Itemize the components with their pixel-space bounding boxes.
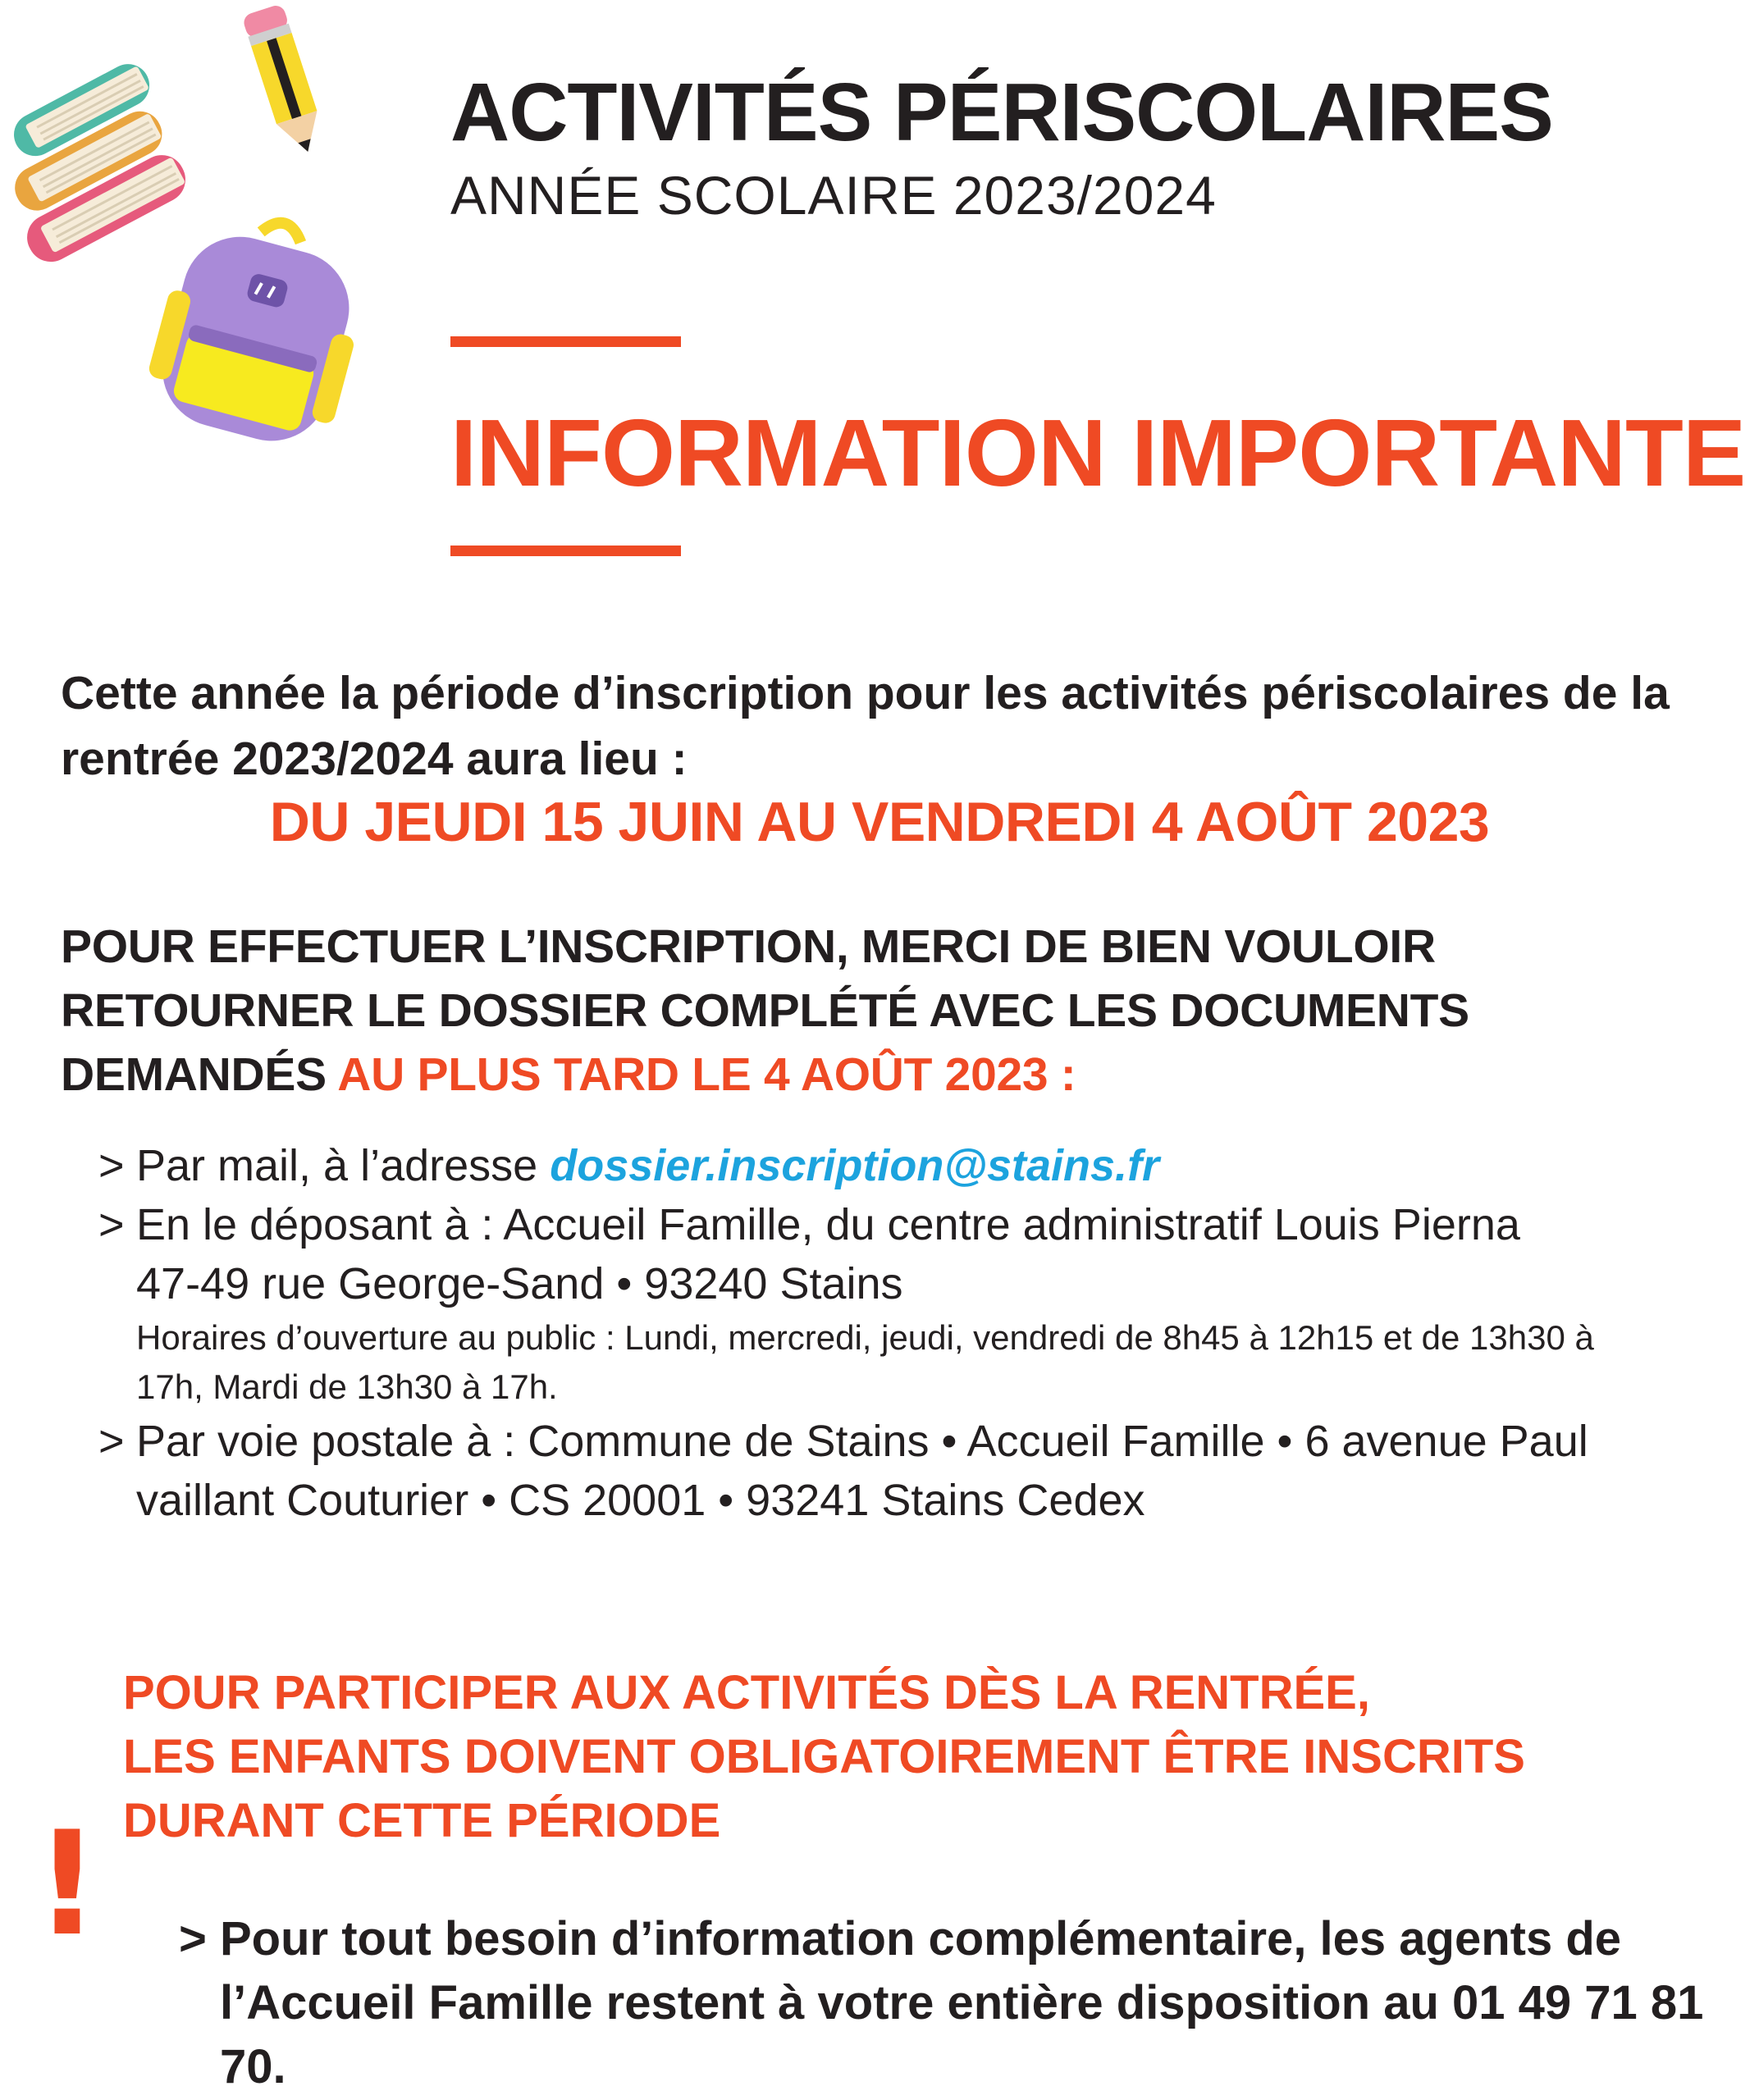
arrow-icon: > [98,1200,125,1249]
email-link[interactable]: dossier.inscription@stains.fr [550,1141,1160,1190]
instruction-deadline: AU PLUS TARD LE 4 AOÛT 2023 : [337,1048,1076,1101]
books-icon [7,57,194,270]
important-heading: INFORMATION IMPORTANTE [450,399,1746,506]
divider-bottom [450,546,681,556]
divider-top [450,336,681,347]
pencil-icon [241,3,328,158]
method-deposit [98,1195,1657,1412]
method-postal [98,1412,1657,1530]
arrow-icon: > [98,1141,125,1190]
arrow-icon: > [179,1912,207,1965]
mail-label: Par mail, à l’adresse [136,1141,538,1190]
submission-methods [98,1136,1657,1530]
deposit-line-1: En le déposant à : Accueil Famille, du centre administratif Louis Pierna [136,1200,1520,1249]
contact-block [179,1907,1738,2099]
instruction-block [61,915,1734,1107]
arrow-icon: > [98,1417,125,1466]
exclamation-icon: ! [34,1801,100,1968]
warning-block [123,1661,1723,1853]
warning-line-2: LES ENFANTS DOIVENT OBLIGATOIREMENT ÊTRE INSCRITS [123,1730,1525,1783]
deposit-line-2: 47-49 rue George-Sand • 93240 Stains [136,1259,903,1308]
contact-text: Pour tout besoin d’information complémentaire, les agents de l’Accueil Famille restent à votre entière disposition au 01 49 71 81 70. [220,1912,1704,2093]
registration-dates: DU JEUDI 15 JUIN AU VENDREDI 4 AOÛT 2023 [269,791,1490,853]
method-mail [98,1136,1657,1195]
opening-hours: Horaires d’ouverture au public : Lundi, mercredi, jeudi, vendredi de 8h45 à 12h15 et de 13h30 à 17h, Mardi de 13h30 à 17h. [136,1318,1594,1406]
instruction-text: POUR EFFECTUER L’INSCRIPTION, MERCI DE BIEN VOULOIR RETOURNER LE DOSSIER COMPLÉTÉ AVEC LES DOCUMENTS DEMANDÉS [61,920,1469,1101]
postal-line-2: vaillant Couturier • CS 20001 • 93241 Stains Cedex [136,1476,1145,1525]
warning-line-3: DURANT CETTE PÉRIODE [123,1794,721,1847]
page-title: ACTIVITÉS PÉRISCOLAIRES [450,66,1553,158]
page-subtitle: ANNÉE SCOLAIRE 2023/2024 [450,165,1217,226]
intro-text: Cette année la période d’inscription pour les activités périscolaires de la rentrée 2023/2024 aura lieu : [61,667,1670,785]
backpack-icon [139,199,377,457]
warning-line-1: POUR PARTICIPER AUX ACTIVITÉS DÈS LA RENTRÉE, [123,1666,1370,1719]
school-supplies-illustration [0,0,377,459]
postal-line-1: Par voie postale à : Commune de Stains • Accueil Famille • 6 avenue Paul [136,1417,1588,1466]
